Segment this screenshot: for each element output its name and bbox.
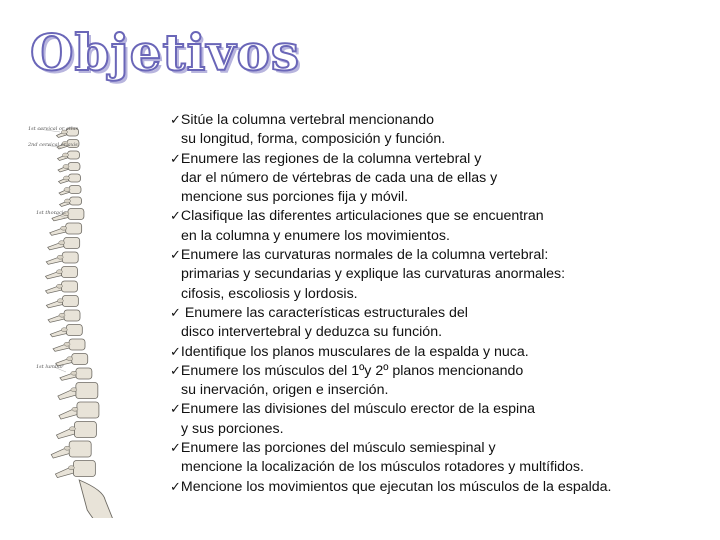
spine-label-axis: 2nd cervical or axis <box>28 142 78 148</box>
sacrum <box>79 480 125 518</box>
spine-label-lumbar: 1st lumbar <box>36 364 64 370</box>
objective-line <box>170 323 710 342</box>
objective-line <box>170 188 710 207</box>
objective-line <box>170 246 710 265</box>
objective-line <box>170 150 710 169</box>
objectives-list <box>170 111 710 497</box>
vertebra <box>50 325 82 337</box>
objective-text: mencione la localización de los músculos rotadores y multífidos. <box>181 459 584 476</box>
checkmark-icon: ✓ <box>170 151 181 167</box>
vertebra <box>51 441 91 458</box>
objective-line <box>170 362 710 381</box>
vertebra <box>60 197 82 207</box>
objective-item <box>170 246 710 304</box>
objective-item <box>170 207 710 246</box>
vertebra <box>45 267 77 279</box>
spine-label-thoracic: 1st thoracic <box>36 210 67 216</box>
objective-line <box>170 169 710 188</box>
objective-text: disco intervertebral y deduzca su función. <box>181 324 443 341</box>
objective-text: Clasifique las diferentes articulaciones que se encuentran <box>180 208 544 225</box>
vertebra <box>58 174 80 184</box>
objective-item <box>170 111 710 150</box>
objective-line <box>170 478 710 497</box>
objective-text: dar el número de vértebras de cada una de ellas y <box>181 169 498 186</box>
vertebra <box>60 368 92 380</box>
objective-line <box>170 439 710 458</box>
objective-text: Enumere las divisiones del músculo erector de la espina <box>180 401 535 418</box>
objective-line <box>170 420 710 439</box>
checkmark-icon: ✓ <box>170 113 181 128</box>
objective-text: primarias y secundarias y explique las curvaturas anormales: <box>181 266 566 283</box>
objective-text: su longitud, forma, composición y función. <box>181 131 446 148</box>
objective-line <box>170 130 710 149</box>
checkmark-icon: ✓ <box>170 402 181 418</box>
vertebra <box>57 151 79 161</box>
objective-text: en la columna y enumere los movimientos. <box>181 227 450 244</box>
vertebra <box>58 163 80 173</box>
objective-text: Sitúe la columna vertebral mencionando <box>180 112 435 128</box>
vertebra <box>56 422 96 439</box>
vertebra <box>50 223 82 235</box>
objective-text: Enumere los músculos del 1ºy 2º planos mencionando <box>180 362 524 379</box>
objective-item <box>170 343 710 362</box>
objective-text: su inervación, origen e inserción. <box>181 382 389 399</box>
vertebra <box>53 339 85 351</box>
slide-title: Objetivos <box>30 23 301 82</box>
objective-text: Enumere las regiones de la columna vertebral y <box>180 150 482 167</box>
objective-line <box>170 458 710 477</box>
vertebra <box>55 461 95 478</box>
checkmark-icon: ✓ <box>170 344 181 360</box>
objective-line <box>170 343 710 362</box>
spine-drawing <box>10 118 160 518</box>
vertebra <box>48 238 80 250</box>
vertebra <box>46 252 78 264</box>
objective-line <box>170 285 710 304</box>
objective-line <box>170 207 710 226</box>
checkmark-icon: ✓ <box>170 479 181 495</box>
objective-text: Enumere las curvaturas normales de la columna vertebral: <box>180 247 549 264</box>
objective-item <box>170 304 710 343</box>
vertebra <box>46 296 78 308</box>
objective-line <box>170 381 710 400</box>
objective-item <box>170 150 710 208</box>
vertebra <box>58 383 98 400</box>
objective-item <box>170 439 710 478</box>
objective-text: Enumere las características estructurales del <box>180 304 468 321</box>
objective-text: cifosis, escoliosis y lordosis. <box>181 285 358 302</box>
vertebra <box>45 281 77 293</box>
objective-text: Mencione los movimientos que ejecutan los músculos de la espalda. <box>180 478 612 495</box>
spine-label-atlas: 1st cervical or atlas <box>28 126 79 132</box>
vertebra <box>48 310 80 322</box>
objective-line <box>170 227 710 246</box>
objective-item <box>170 362 710 401</box>
checkmark-icon: ✓ <box>170 209 181 225</box>
objective-line <box>170 304 710 323</box>
objective-line <box>170 400 710 419</box>
vertebra <box>59 186 81 196</box>
objective-text: Enumere las porciones del músculo semiespinal y <box>180 440 496 457</box>
objective-item <box>170 478 710 497</box>
objective-line <box>170 111 710 130</box>
objective-line <box>170 265 710 284</box>
checkmark-icon: ✓ <box>170 441 181 457</box>
objective-text: Identifique los planos musculares de la espalda y nuca. <box>180 343 529 360</box>
objective-text: y sus porciones. <box>181 420 284 437</box>
objective-item <box>170 400 710 439</box>
checkmark-icon: ✓ <box>170 363 181 379</box>
checkmark-icon: ✓ <box>170 305 181 321</box>
vertebra <box>59 402 99 419</box>
objective-text: mencione sus porciones fija y móvil. <box>181 189 409 206</box>
checkmark-icon: ✓ <box>170 248 181 264</box>
spine-illustration <box>10 118 160 518</box>
